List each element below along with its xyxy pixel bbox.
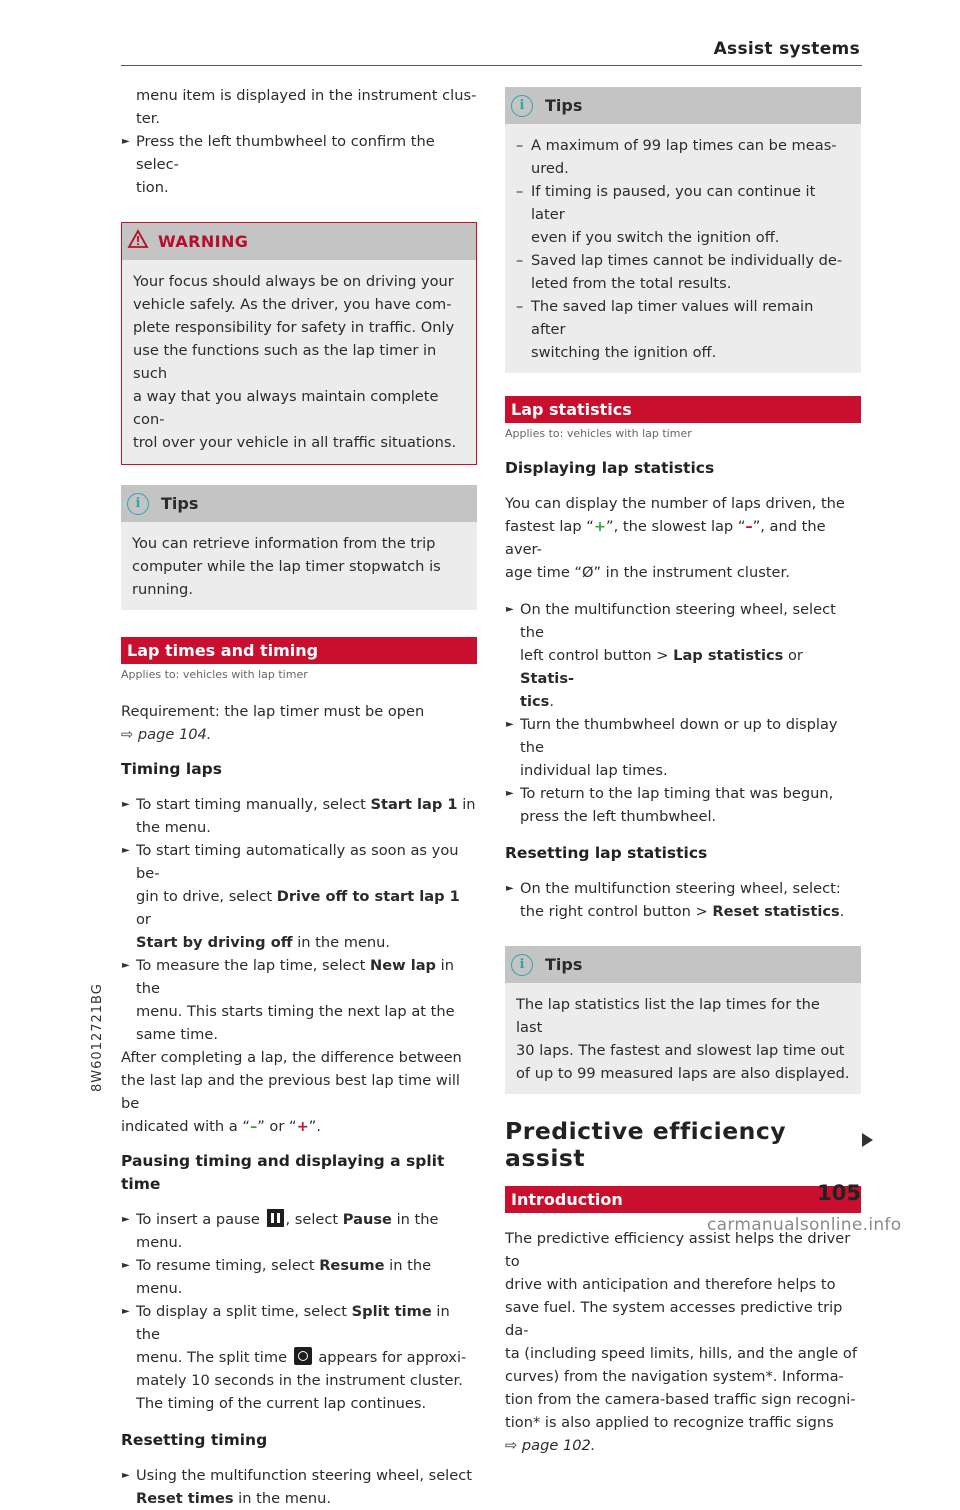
intro-text: menu item is displayed in the instrument clus- ter.: [136, 87, 477, 127]
warning-body: [122, 260, 476, 464]
tips-title: Tips: [545, 96, 583, 115]
list-item: ► To start timing manually, select Start lap 1 in the menu.: [121, 793, 477, 839]
requirement-text: Requirement: the lap timer must be open ⇨ page 104.: [121, 703, 425, 743]
bullet-arrow-icon: ►: [122, 1306, 130, 1317]
list-item: ► To start timing automatically as soon as you be- gin to drive, select Drive off to start lap 1 or Start by driving off in the menu.: [121, 839, 477, 954]
plus-symbol: +: [296, 1118, 309, 1135]
info-circle-icon: i: [511, 95, 533, 117]
minus-symbol: –: [745, 518, 753, 535]
warning-header: [122, 223, 476, 260]
section-header-title: Assist systems: [713, 39, 860, 59]
heading-pausing-timing: Pausing timing and displaying a split time: [121, 1152, 445, 1193]
tips-box: [505, 87, 861, 373]
tips-line: You can retrieve information from the trip: [132, 535, 436, 552]
list-item: ► To display a split time, select Split time in the menu. The split time appears for approxi- mately 10 seconds in the instrument cluster. The timing of the current lap continues.: [121, 1300, 477, 1415]
list-item: ► To measure the lap time, select New lap in the menu. This starts timing the next lap at the same time.: [121, 954, 477, 1046]
list-item: ► Using the multifunction steering wheel, select Reset times in the menu.: [121, 1464, 477, 1510]
tips-line: running.: [132, 581, 193, 598]
document-code: 8W6012721BG: [90, 983, 105, 1092]
heading-displaying-lap-statistics: Displaying lap statistics: [505, 459, 715, 477]
tips-title: Tips: [545, 955, 583, 974]
bullet-arrow-icon: ►: [122, 845, 130, 856]
warning-line: vehicle safely. As the driver, you have com-: [133, 296, 452, 313]
list-item: ► On the multifunction steering wheel, select: the right control button > Reset statistics.: [505, 877, 861, 923]
continue-arrow-icon: [862, 1133, 873, 1147]
tips-body: [121, 522, 477, 610]
warning-line: a way that you always maintain complete con-: [133, 388, 439, 428]
page-reference-link[interactable]: ⇨ page 104.: [121, 726, 212, 743]
tips-line: 30 laps. The fastest and slowest lap time out: [516, 1042, 845, 1059]
info-circle-icon: i: [127, 493, 149, 515]
confirm-bullet: ► Press the left thumbwheel to confirm the selec- tion.: [121, 130, 477, 199]
split-time-icon: [294, 1347, 312, 1365]
applies-to-note: Applies to: vehicles with lap timer: [505, 427, 692, 440]
tips-header: [505, 946, 861, 983]
lap-difference-text: After completing a lap, the difference between the last lap and the previous best lap time will be indicated with a “–” or “+”.: [121, 1049, 462, 1135]
warning-box: [121, 222, 477, 465]
tips-header: [121, 485, 477, 522]
watermark-text: carmanualsonline.info: [707, 1215, 902, 1235]
tips-box: [121, 485, 477, 610]
bullet-arrow-icon: ►: [506, 719, 514, 730]
heading-resetting-lap-statistics: Resetting lap statistics: [505, 844, 708, 862]
left-column: [121, 84, 477, 1510]
warning-line: Your focus should always be on driving your: [133, 273, 454, 290]
tips-line: of up to 99 measured laps are also displayed.: [516, 1065, 850, 1082]
warning-triangle-icon: [128, 230, 148, 254]
bullet-arrow-icon: ►: [122, 136, 130, 147]
bullet-arrow-icon: ►: [122, 960, 130, 971]
list-item: ► On the multifunction steering wheel, select the left control button > Lap statistics or Statis- tics.: [505, 598, 861, 713]
pause-icon: [267, 1209, 284, 1227]
introduction-text: The predictive efficiency assist helps the driver to drive with anticipation and therefore helps to save fuel. The system accesses predictive trip da- ta (including speed limits, hills, and the angle of curves) from the navigation system*. Informa- tion from the camera-based traffic sign recogni- tion* is also applied to recognize traffic signs ⇨ page 102.: [505, 1230, 857, 1454]
plus-symbol: +: [593, 518, 607, 535]
tips-item: – A maximum of 99 lap times can be meas- ured.: [516, 137, 837, 177]
minus-symbol: –: [249, 1118, 258, 1135]
tips-item: – If timing is paused, you can continue it later even if you switch the ignition off.: [516, 183, 816, 246]
tips-item: – The saved lap timer values will remain after switching the ignition off.: [516, 298, 814, 361]
heading-resetting-timing: Resetting timing: [121, 1431, 268, 1449]
list-item: ► Turn the thumbwheel down or up to display the individual lap times.: [505, 713, 861, 782]
bullet-arrow-icon: ►: [506, 883, 514, 894]
list-item: ► To return to the lap timing that was begun, press the left thumbwheel.: [505, 782, 861, 828]
tips-body: [505, 983, 861, 1094]
list-item: ► To resume timing, select Resume in the menu.: [121, 1254, 477, 1300]
page-header: [121, 38, 862, 66]
bullet-arrow-icon: ►: [506, 604, 514, 615]
heading-timing-laps: Timing laps: [121, 760, 222, 778]
section-title-introduction: Introduction: [505, 1186, 861, 1213]
tips-box: [505, 946, 861, 1094]
list-item: ► To insert a pause , select Pause in the menu.: [121, 1208, 477, 1254]
section-title-lap-times: Lap times and timing: [121, 637, 477, 664]
tips-line: The lap statistics list the lap times for the last: [516, 996, 820, 1036]
bullet-arrow-icon: ►: [122, 1260, 130, 1271]
tips-body: [505, 124, 861, 373]
chapter-title: Predictive efficiency assist: [505, 1117, 787, 1172]
warning-line: plete responsibility for safety in traffic. Only: [133, 319, 455, 336]
page-number: 105: [817, 1181, 861, 1205]
tips-header: [505, 87, 861, 124]
applies-to-note: Applies to: vehicles with lap timer: [121, 668, 308, 681]
tips-line: computer while the lap timer stopwatch is: [132, 558, 441, 575]
warning-line: use the functions such as the lap timer in such: [133, 342, 437, 382]
right-column: [505, 84, 861, 1457]
warning-line: trol over your vehicle in all traffic situations.: [133, 434, 457, 451]
display-stats-text: You can display the number of laps driven, the fastest lap “+”, the slowest lap “–”, and the aver- age time “Ø” in the instrument cluster.: [505, 495, 845, 581]
warning-title: WARNING: [158, 232, 249, 251]
page-reference-link[interactable]: ⇨ page 102.: [505, 1437, 596, 1454]
tips-title: Tips: [161, 494, 199, 513]
bullet-arrow-icon: ►: [122, 799, 130, 810]
tips-item: – Saved lap times cannot be individually de- leted from the total results.: [516, 252, 843, 292]
bullet-arrow-icon: ►: [122, 1214, 130, 1225]
bullet-arrow-icon: ►: [506, 788, 514, 799]
info-circle-icon: i: [511, 954, 533, 976]
section-title-lap-statistics: Lap statistics: [505, 396, 861, 423]
bullet-arrow-icon: ►: [122, 1470, 130, 1481]
